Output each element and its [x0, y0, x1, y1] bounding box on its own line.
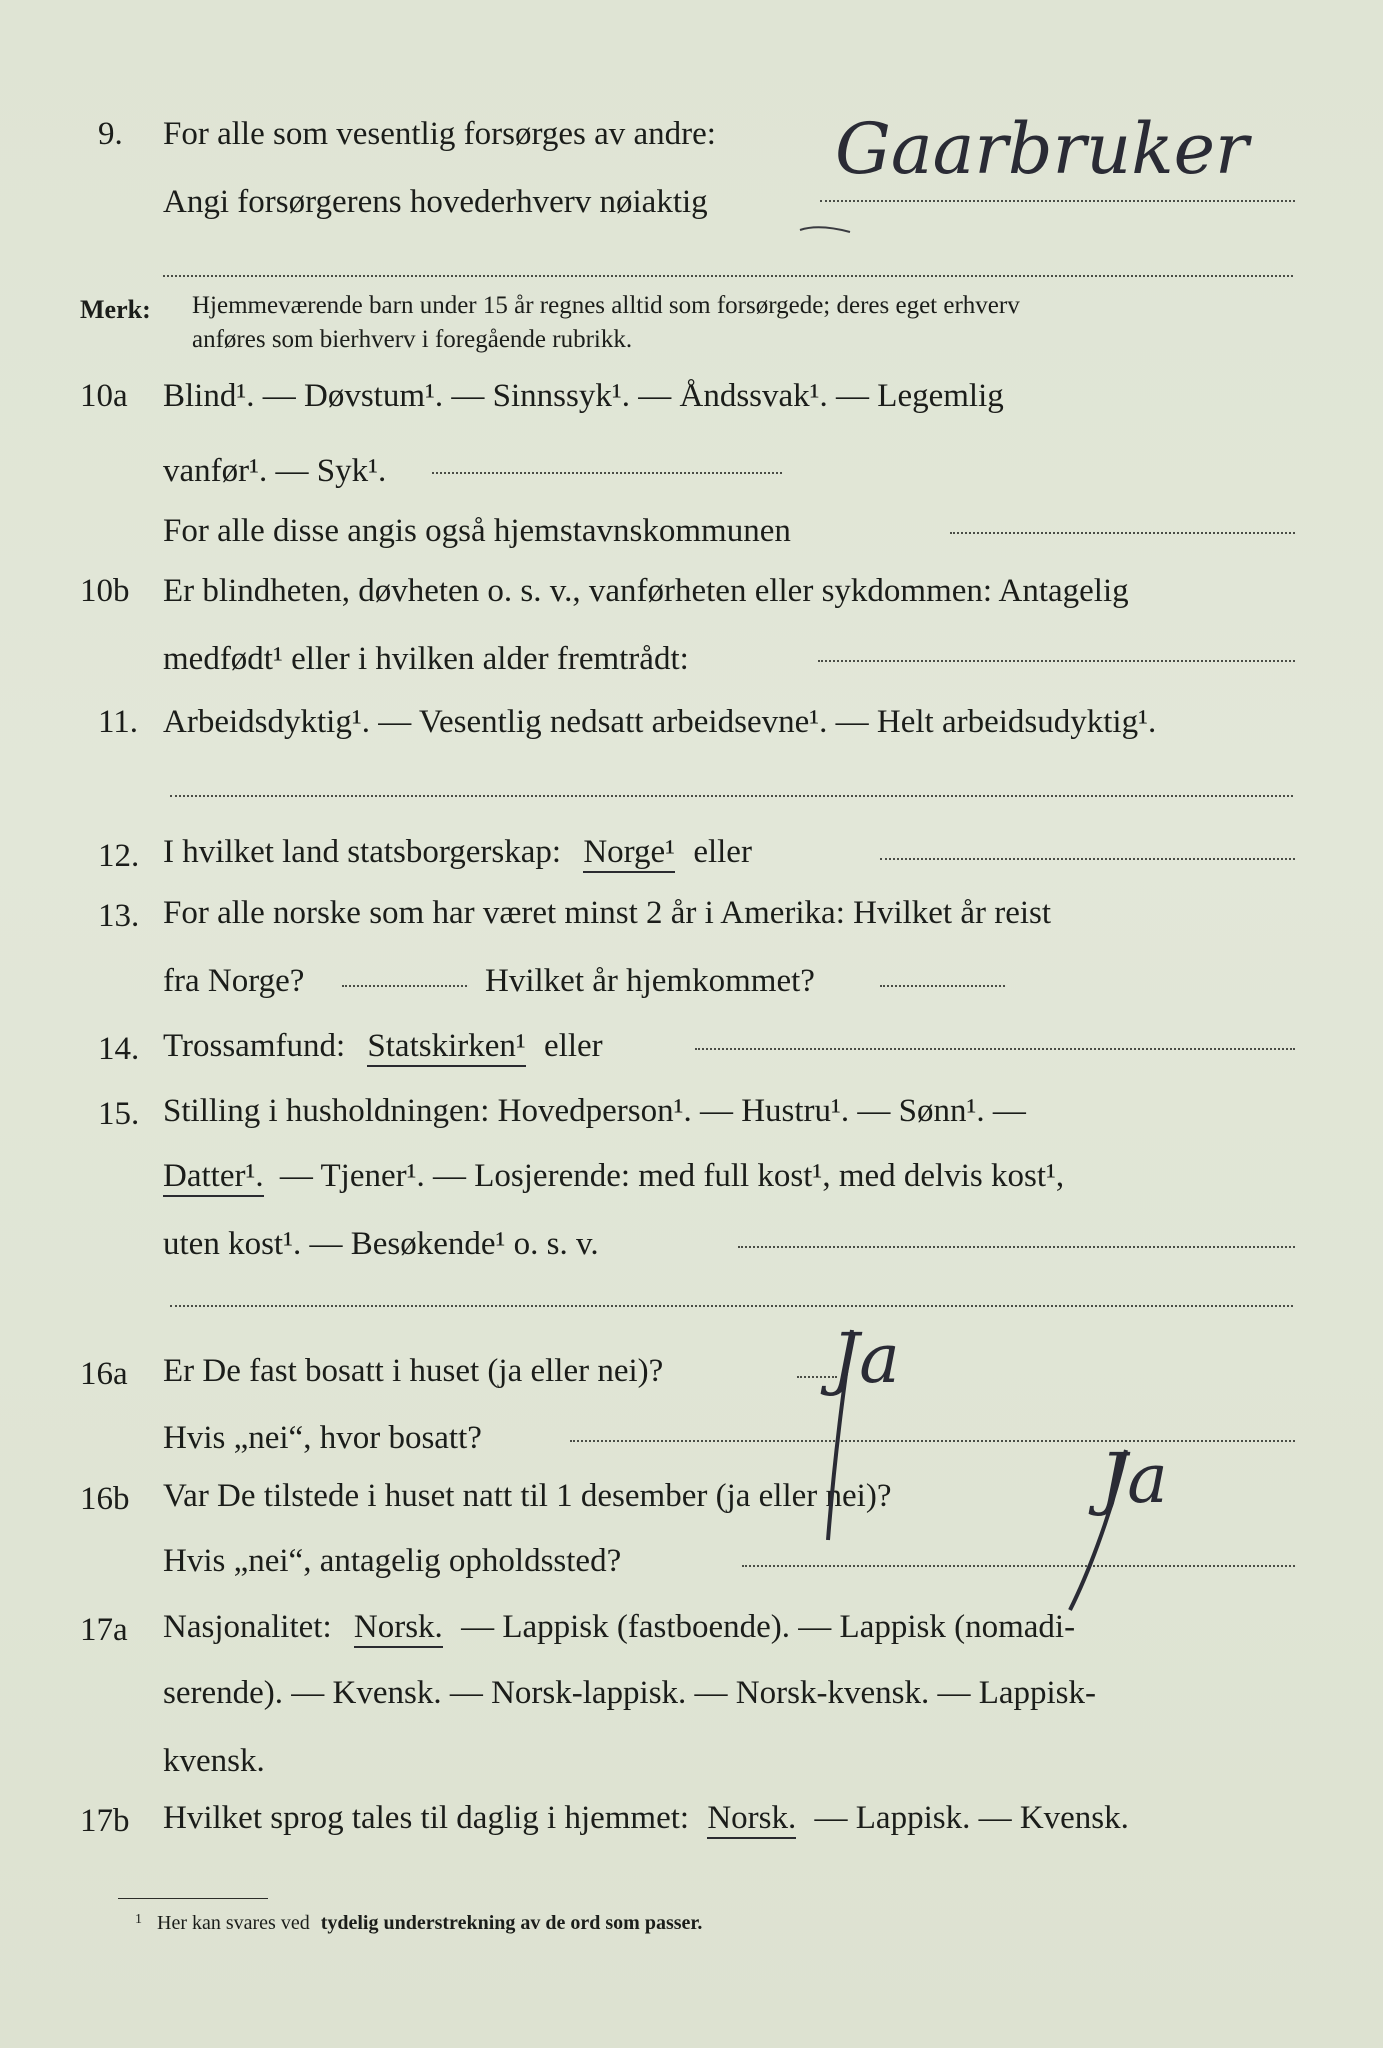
question-text: Blind¹. — Døvstum¹. — Sinnssyk¹. — Åndssvak¹. — Legemlig [163, 378, 1004, 414]
question-text: Hvilket år hjemkommet? [485, 963, 815, 999]
footnote-emphasis: tydelig understrekning av de ord som passer. [320, 1912, 703, 1934]
question-text: Var De tilstede i huset natt til 1 desember (ja eller nei)? [163, 1478, 892, 1514]
underlined-answer: Norsk. [707, 1800, 796, 1839]
underlined-answer: Norsk. [354, 1609, 443, 1648]
question-text: vanfør¹. — Syk¹. [163, 453, 387, 489]
note-label: Merk: [80, 295, 151, 324]
question-number: 10b [80, 573, 130, 609]
note-text: Hjemmeværende barn under 15 år regnes alltid som forsørgede; deres eget erhverv [192, 292, 1020, 319]
question-number: 17b [80, 1803, 130, 1839]
question-text: For alle disse angis også hjemstavnskommunen [163, 513, 791, 549]
question-text: medfødt¹ eller i hvilken alder fremtrådt: [163, 641, 689, 677]
question-number: 14. [98, 1031, 140, 1067]
question-text: Hvis „nei“, antagelig opholdssted? [163, 1543, 622, 1579]
question-text: kvensk. [163, 1743, 265, 1779]
question-text-part: Hvilket sprog tales til daglig i hjemmet: [163, 1800, 690, 1836]
question-text: For alle norske som har været minst 2 år i Amerika: Hvilket år reist [163, 895, 1052, 931]
underlined-answer: Norge¹ [583, 834, 675, 873]
underlined-answer: Datter¹. [163, 1158, 264, 1197]
question-text-part: — Lappisk. — Kvensk. [814, 1800, 1129, 1836]
question-text: Stilling i husholdningen: Hovedperson¹. — Hustru¹. — Sønn¹. — [163, 1093, 1026, 1129]
question-text: uten kost¹. — Besøkende¹ o. s. v. [163, 1226, 599, 1262]
question-number: 11. [98, 704, 139, 740]
question-text: Hvis „nei“, hvor bosatt? [163, 1420, 482, 1456]
handwritten-answer: Ja [832, 1320, 900, 1399]
question-text: Er De fast bosatt i huset (ja eller nei)? [163, 1353, 664, 1389]
handwritten-answer: Ja [1100, 1440, 1168, 1519]
question-text: Arbeidsdyktig¹. — Vesentlig nedsatt arbeidsevne¹. — Helt arbeidsudyktig¹. [163, 704, 1157, 740]
question-number: 13. [98, 898, 140, 934]
question-text-part: Nasjonalitet: [163, 1609, 332, 1645]
footnote-text: Her kan svares ved [157, 1912, 310, 1934]
question-number: 12. [98, 838, 140, 874]
question-text-part: eller [544, 1028, 603, 1064]
question-text: For alle som vesentlig forsørges av andre: [163, 116, 716, 152]
question-text: Angi forsørgerens hovederhverv nøiaktig [163, 184, 708, 220]
question-text-part: Trossamfund: [163, 1028, 346, 1064]
handwritten-answer: Gaarbruker [835, 108, 1249, 190]
question-text-part: eller [693, 834, 752, 870]
question-text: Er blindheten, døvheten o. s. v., vanførheten eller sykdommen: Antagelig [163, 573, 1129, 609]
question-text: serende). — Kvensk. — Norsk-lappisk. — Norsk-kvensk. — Lappisk- [163, 1675, 1097, 1711]
question-number: 16a [80, 1356, 128, 1392]
question-number: 17a [80, 1612, 128, 1648]
question-number: 9. [98, 116, 123, 152]
underlined-answer: Statskirken¹ [367, 1028, 525, 1067]
question-text: fra Norge? [163, 963, 305, 999]
question-number: 15. [98, 1096, 140, 1132]
question-text-part: — Tjener¹. — Losjerende: med full kost¹, med delvis kost¹, [279, 1158, 1065, 1194]
question-text-part: — Lappisk (fastboende). — Lappisk (nomadi- [461, 1609, 1076, 1645]
footnote-mark: 1 [135, 1912, 142, 1927]
question-text-part: I hvilket land statsborgerskap: [163, 834, 562, 870]
note-text: anføres som bierhverv i foregående rubrikk. [192, 326, 633, 353]
question-number: 10a [80, 378, 128, 414]
question-number: 16b [80, 1481, 130, 1517]
